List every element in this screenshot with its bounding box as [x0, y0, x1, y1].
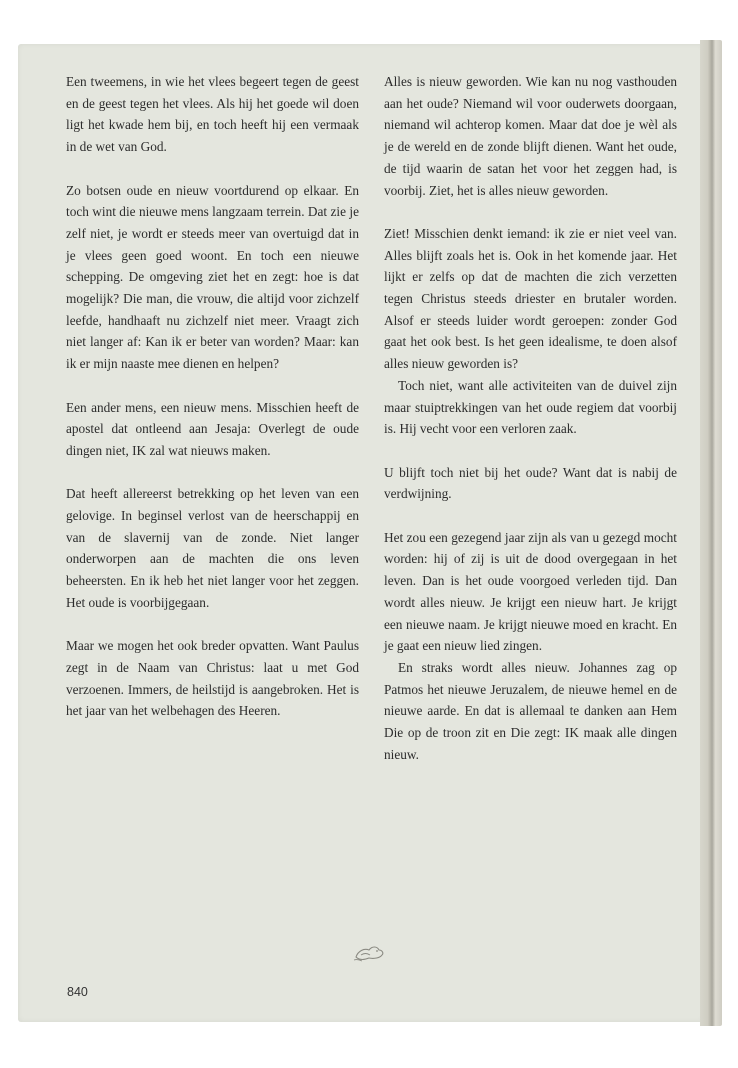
- paragraph: Maar we mogen het ook breder opvatten. Want Paulus zegt in de Naam van Christus: laat u met God verzoenen. Immers, de heilstijd is aangebroken. Het is het jaar van het welbehagen des Heeren.: [66, 638, 359, 719]
- page-number: 840: [67, 985, 88, 999]
- paragraph: Toch niet, want alle activiteiten van de duivel zijn maar stuiptrekkingen van het oude regiem dat voorbij is. Hij vecht voor een verloren zaak.: [384, 377, 677, 437]
- paragraph: Het zou een gezegend jaar zijn als van u gezegd mocht worden: hij of zij is uit de dood overgegaan in het leven. Dan is het oude voorgoed verleden tijd. Dan wordt alles nieuw. Je krijgt een nieuw hart. Je krijgt een nieuwe naam. Je krijgt nieuwe moed en kracht. En je gaat een nieuw lied zingen.: [384, 529, 677, 654]
- paragraph: Zo botsen oude en nieuw voortdurend op elkaar. En toch wint die nieuwe mens langzaam terrein. Dat zie je zelf niet, je wordt er steeds meer van overtuigd dat in je vlees geen goed woont. En toch een nieuwe schepping. De omgeving ziet het en zegt: hoe is dat mogelijk? Die man, die vrouw, die altijd voor zichzelf leefde, handhaaft nu zichzelf niet meer. Vraagt zich niet langer af: Kan ik er beter van worden? Maar: kan ik er mijn naaste mee dienen en helpen?: [66, 182, 359, 372]
- paragraph: Alles is nieuw geworden. Wie kan nu nog vasthouden aan het oude? Niemand wil voor ouderwets doorgaan, niemand wil achterop komen. Maar dat doe je wèl als je de wereld en de zonde blijft dienen. Want het oude, de tijd waarin de satan het voor het zeggen had, is voorbij. Ziet, het is alles nieuw geworden.: [384, 74, 677, 198]
- right-text-column: [384, 71, 677, 787]
- paragraph: Ziet! Misschien denkt iemand: ik zie er niet veel van. Alles blijft zoals het is. Ook in het komende jaar. Het lijkt er zelfs op dat de machten die zich verzetten tegen Christus steeds driester en brutaler worden. Alsof er steeds luider wordt geroepen: zonder God gaat het ook best. Is het geen idealisme, te doen alsof alles nieuw geworden is?: [384, 225, 677, 372]
- left-text-column: [66, 71, 359, 744]
- paragraph: Dat heeft allereerst betrekking op het leven van een gelovige. In beginsel verlost van de heerschappij en van de slavernij van de zonde. Niet langer onderworpen aan de machten die ons leven beheersten. En ik heb het niet langer voor het zeggen. Het oude is voorbijgegaan.: [66, 486, 359, 610]
- book-spine: [700, 40, 722, 1026]
- paragraph: Een tweemens, in wie het vlees begeert tegen de geest en de geest tegen het vlees. Als hij het goede wil doen ligt het kwade hem bij, en toch heeft hij een vermaak in de wet van God.: [66, 74, 359, 155]
- paragraph: En straks wordt alles nieuw. Johannes zag op Patmos het nieuwe Jeruzalem, de nieuwe hemel en de nieuwe aarde. En dat is allemaal te danken aan Hem Die op de troon zit en Die zegt: IK maak alle dingen nieuw.: [384, 659, 677, 762]
- paragraph: Een ander mens, een nieuw mens. Misschien heeft de apostel dat ontleend aan Jesaja: Overlegt de oude dingen niet, IK zal wat nieuws maken.: [66, 399, 359, 458]
- bird-vignette-icon: [352, 941, 386, 963]
- paragraph: U blijft toch niet bij het oude? Want dat is nabij de verdwijning.: [384, 464, 677, 502]
